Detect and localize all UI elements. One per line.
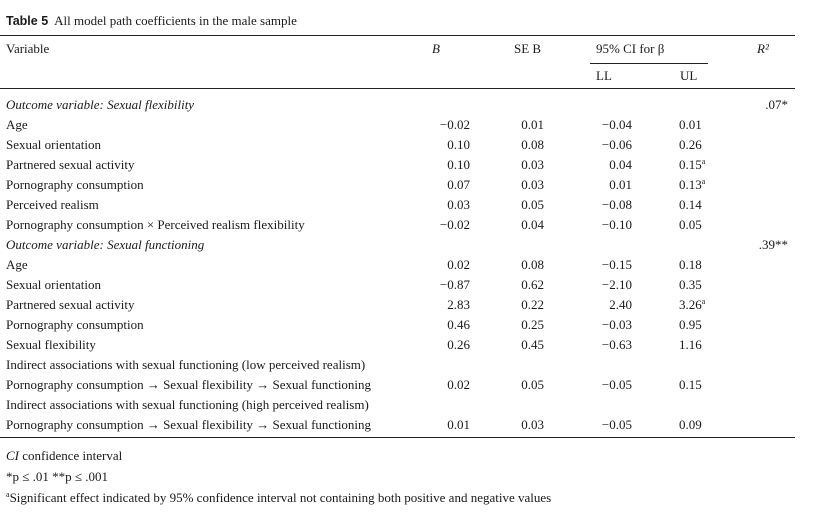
ul-value: 1.16 — [679, 337, 702, 352]
ul-value: 3.26 — [679, 297, 702, 312]
table-caption — [6, 13, 297, 29]
ul-value: 0.13 — [679, 177, 702, 192]
ul-cell — [679, 157, 719, 173]
ll-value: −0.63 — [601, 337, 632, 352]
ul-value: 0.01 — [679, 117, 702, 132]
row-label: Pornography consumption — [6, 177, 144, 192]
table-row — [0, 117, 821, 137]
b-value: 0.26 — [447, 337, 470, 352]
se-value: 0.08 — [521, 137, 544, 152]
se-value: 0.03 — [521, 157, 544, 172]
b-value: −0.02 — [439, 117, 470, 132]
ci-subrule — [590, 63, 708, 64]
ul-value: 0.15 — [679, 377, 702, 392]
ul-cell — [679, 197, 719, 213]
section-label: Outcome variable: Sexual functioning — [6, 237, 205, 252]
ul-value: 0.05 — [679, 217, 702, 232]
ul-cell — [679, 117, 719, 133]
b-value: 0.02 — [447, 257, 470, 272]
table-label: Table 5 — [6, 14, 49, 28]
b-value: 2.83 — [447, 297, 470, 312]
row-label: Indirect associations with sexual functioning (low perceived realism) — [6, 357, 366, 372]
ll-value: −0.06 — [601, 137, 632, 152]
footnote-ci: CI confidence interval — [6, 448, 123, 463]
se-value: 0.05 — [521, 197, 544, 212]
ll-value: 2.40 — [609, 297, 632, 312]
table-row — [0, 357, 821, 377]
table-row — [0, 177, 821, 197]
ll-value: −0.10 — [601, 217, 632, 232]
ul-cell — [679, 217, 719, 233]
se-value: 0.05 — [521, 377, 544, 392]
ll-value: 0.04 — [609, 157, 632, 172]
row-label: Partnered sexual activity — [6, 157, 135, 172]
table-row — [0, 337, 821, 357]
b-value: 0.07 — [447, 177, 470, 192]
ul-value: 0.35 — [679, 277, 702, 292]
b-value: −0.87 — [439, 277, 470, 292]
section-row — [0, 97, 821, 117]
ll-value: −0.03 — [601, 317, 632, 332]
footnote-p-values: *p ≤ .01 **p ≤ .001 — [6, 469, 109, 484]
footnote-significance: $^a$Significant effect indicated by 95% confidence interval not containing both positive and negative values — [6, 490, 552, 505]
row-label: Sexual orientation — [6, 277, 101, 292]
b-value: 0.02 — [447, 377, 470, 392]
ul-cell — [679, 257, 719, 273]
row-label: Age — [6, 117, 28, 132]
ul-cell — [679, 417, 719, 433]
table-title: All model path coefficients in the male sample — [54, 13, 297, 28]
header-ll: LL — [596, 68, 612, 83]
se-value: 0.25 — [521, 317, 544, 332]
ul-value: 0.26 — [679, 137, 702, 152]
se-value: 0.04 — [521, 217, 544, 232]
row-label: Age — [6, 257, 28, 272]
se-value: 0.08 — [521, 257, 544, 272]
header-ci: 95% CI for β — [596, 41, 665, 56]
b-value: 0.10 — [447, 137, 470, 152]
table-row — [0, 377, 821, 397]
section-row — [0, 237, 821, 257]
header-variable: Variable — [6, 41, 50, 56]
row-label: Pornography consumption × Perceived realism flexibility — [6, 217, 305, 232]
table-row — [0, 217, 821, 237]
row-label: Partnered sexual activity — [6, 297, 135, 312]
table-row — [0, 417, 821, 437]
ll-value: −0.04 — [601, 117, 632, 132]
se-value: 0.62 — [521, 277, 544, 292]
ul-value: 0.18 — [679, 257, 702, 272]
ul-value: 0.09 — [679, 417, 702, 432]
b-value: 0.01 — [447, 417, 470, 432]
row-label: Sexual orientation — [6, 137, 101, 152]
table-row — [0, 257, 821, 277]
b-value: −0.02 — [439, 217, 470, 232]
row-label: Perceived realism — [6, 197, 99, 212]
header-b: B — [432, 41, 440, 56]
ll-value: −0.08 — [601, 197, 632, 212]
r2-value: .07* — [765, 97, 788, 112]
ul-value: 0.14 — [679, 197, 702, 212]
section-label: Outcome variable: Sexual flexibility — [6, 97, 195, 112]
bottom-rule — [0, 437, 795, 438]
table-row — [0, 137, 821, 157]
table-row — [0, 157, 821, 177]
se-value: 0.03 — [521, 177, 544, 192]
header-rule — [0, 88, 795, 89]
ul-value: 0.95 — [679, 317, 702, 332]
row-label: Indirect associations with sexual functioning (high perceived realism) — [6, 397, 369, 412]
header-se-b: SE B — [514, 41, 542, 56]
ul-value: 0.15 — [679, 157, 702, 172]
significance-marker: a — [701, 157, 706, 166]
ll-value: −0.05 — [601, 417, 632, 432]
ul-cell — [679, 297, 719, 313]
row-label: Sexual flexibility — [6, 337, 96, 352]
ul-cell — [679, 277, 719, 293]
ul-cell — [679, 337, 719, 353]
ll-value: −2.10 — [601, 277, 632, 292]
header-ul: UL — [680, 68, 698, 83]
table-row — [0, 317, 821, 337]
b-value: 0.03 — [447, 197, 470, 212]
row-label: Pornography consumption → Sexual flexibility → Sexual functioning — [6, 377, 372, 392]
ul-cell — [679, 137, 719, 153]
ll-value: 0.01 — [609, 177, 632, 192]
header-r2: R² — [757, 41, 769, 56]
ll-value: −0.15 — [601, 257, 632, 272]
significance-marker: a — [701, 297, 706, 306]
row-label: Pornography consumption → Sexual flexibility → Sexual functioning — [6, 417, 372, 432]
row-label: Pornography consumption — [6, 317, 144, 332]
b-value: 0.46 — [447, 317, 470, 332]
se-value: 0.45 — [521, 337, 544, 352]
ul-cell — [679, 317, 719, 333]
ll-value: −0.05 — [601, 377, 632, 392]
table-row — [0, 297, 821, 317]
ul-cell — [679, 177, 719, 193]
se-value: 0.03 — [521, 417, 544, 432]
ul-cell — [679, 377, 719, 393]
r2-value: .39** — [758, 237, 788, 252]
se-value: 0.22 — [521, 297, 544, 312]
table-row — [0, 397, 821, 417]
se-value: 0.01 — [521, 117, 544, 132]
significance-marker: a — [701, 177, 706, 186]
table-row — [0, 277, 821, 297]
b-value: 0.10 — [447, 157, 470, 172]
table-row — [0, 197, 821, 217]
top-rule — [0, 35, 795, 36]
